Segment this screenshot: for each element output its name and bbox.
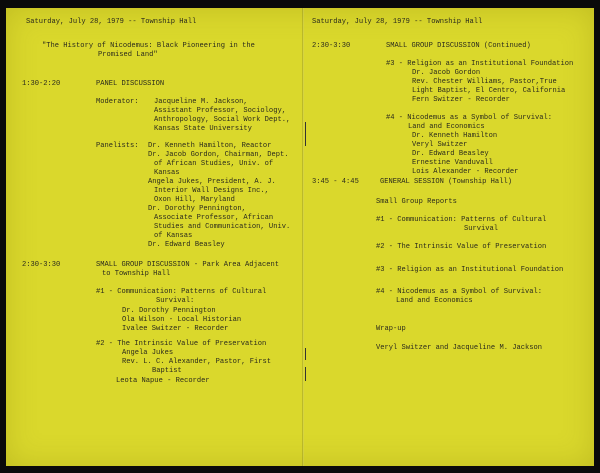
- group-member: Ola Wilson - Local Historian: [122, 316, 242, 324]
- small-group-time: 2:30-3:30: [312, 42, 351, 50]
- panelist-line: of Kansas: [154, 232, 193, 240]
- group-1-title-cont: Survival:: [156, 297, 195, 305]
- report-item-cont: Survival: [464, 225, 499, 233]
- report-item-cont: Land and Economics: [396, 297, 473, 305]
- group-4-title-cont: Land and Economics: [408, 123, 485, 131]
- group-member: Rev. Chester Williams, Pastor,True: [412, 78, 557, 86]
- panelist-line: Dr. Dorothy Pennington,: [148, 205, 246, 213]
- program-title-line-1: "The History of Nicodemus: Black Pioneering in the: [42, 42, 255, 50]
- panelists-label: Panelists:: [96, 142, 139, 150]
- general-heading: GENERAL SESSION (Township Hall): [380, 178, 512, 186]
- margin-mark: [305, 367, 306, 381]
- moderator-line: Assistant Professor, Sociology,: [154, 107, 286, 115]
- panelist-line: of African Studies, Univ. of: [154, 160, 274, 168]
- panelist-line: Dr. Edward Beasley: [148, 241, 225, 249]
- moderator-line: Anthropology, Social Work Dept.,: [154, 116, 291, 124]
- moderator-line: Kansas State University: [154, 125, 252, 133]
- panel-heading: PANEL DISCUSSION: [96, 80, 165, 88]
- group-member: Lois Alexander - Recorder: [412, 168, 519, 176]
- panelist-line: Dr. Jacob Gordon, Chairman, Dept.: [148, 151, 289, 159]
- program-booklet: [6, 8, 594, 466]
- moderator-label: Moderator:: [96, 98, 139, 106]
- panelist-line: Angela Jukes, President, A. J.: [148, 178, 276, 186]
- group-2-title: #2 - The Intrinsic Value of Preservation: [96, 340, 267, 348]
- panelist-line: Dr. Kenneth Hamilton, Reactor: [148, 142, 272, 150]
- wrapup-label: Wrap-up: [376, 325, 406, 333]
- moderator-line: Jacqueline M. Jackson,: [154, 98, 248, 106]
- panelist-line: Studies and Communication, Univ.: [154, 223, 291, 231]
- panel-time: 1:30-2:20: [22, 80, 61, 88]
- group-4-title: #4 - Nicodemus as a Symbol of Survival:: [386, 114, 553, 122]
- margin-mark: [305, 348, 306, 360]
- small-group-heading: SMALL GROUP DISCUSSION - Park Area Adjacent: [96, 261, 280, 269]
- reports-label: Small Group Reports: [376, 198, 457, 206]
- page-header: [312, 18, 482, 27]
- group-member: Fern Switzer - Recorder: [412, 96, 510, 104]
- group-member: Ivalee Switzer - Recorder: [122, 325, 229, 333]
- general-time: 3:45 - 4:45: [312, 178, 359, 186]
- group-member: Baptist: [152, 367, 182, 375]
- panelist-line: Interior Wall Designs Inc.,: [154, 187, 269, 195]
- program-title-line-2: Promised Land": [98, 51, 158, 59]
- report-item: #4 - Nicodemus as a Symbol of Survival:: [376, 288, 543, 296]
- center-fold: [302, 8, 304, 466]
- report-item: #2 - The Intrinsic Value of Preservation: [376, 243, 547, 251]
- report-item: #1 - Communication: Patterns of Cultural: [376, 216, 547, 224]
- panelist-line: Associate Professor, African: [154, 214, 274, 222]
- small-group-heading-cont: to Township Hall: [102, 270, 171, 278]
- group-member: Veryl Switzer: [412, 141, 468, 149]
- panelist-line: Kansas: [154, 169, 180, 177]
- header-text: Saturday, July 28, 1979 -- Township Hall: [26, 18, 197, 26]
- group-member: Dr. Edward Beasley: [412, 150, 489, 158]
- header-text: Saturday, July 28, 1979 -- Township Hall: [312, 18, 483, 26]
- group-member: Angela Jukes: [122, 349, 174, 357]
- small-group-cont-heading: SMALL GROUP DISCUSSION (Continued): [386, 42, 531, 50]
- group-member: Rev. L. C. Alexander, Pastor, First: [122, 358, 271, 366]
- group-member: Leota Napue - Recorder: [116, 377, 210, 385]
- group-1-title: #1 - Communication: Patterns of Cultural: [96, 288, 267, 296]
- small-group-time: 2:30-3:30: [22, 261, 61, 269]
- group-member: Dr. Dorothy Pennington: [122, 307, 216, 315]
- group-member: Light Baptist, El Centro, California: [412, 87, 566, 95]
- group-member: Dr. Kenneth Hamilton: [412, 132, 498, 140]
- group-member: Dr. Jacob Gordon: [412, 69, 481, 77]
- wrapup-text: Veryl Switzer and Jacqueline M. Jackson: [376, 344, 543, 352]
- page-header: [26, 18, 196, 27]
- margin-mark: [305, 122, 306, 146]
- group-member: Ernestine Vanduvall: [412, 159, 493, 167]
- group-3-title: #3 - Religion as an Institutional Foundation: [386, 60, 574, 68]
- panelist-line: Oxon Hill, Maryland: [154, 196, 235, 204]
- report-item: #3 - Religion as an Institutional Foundation: [376, 266, 564, 274]
